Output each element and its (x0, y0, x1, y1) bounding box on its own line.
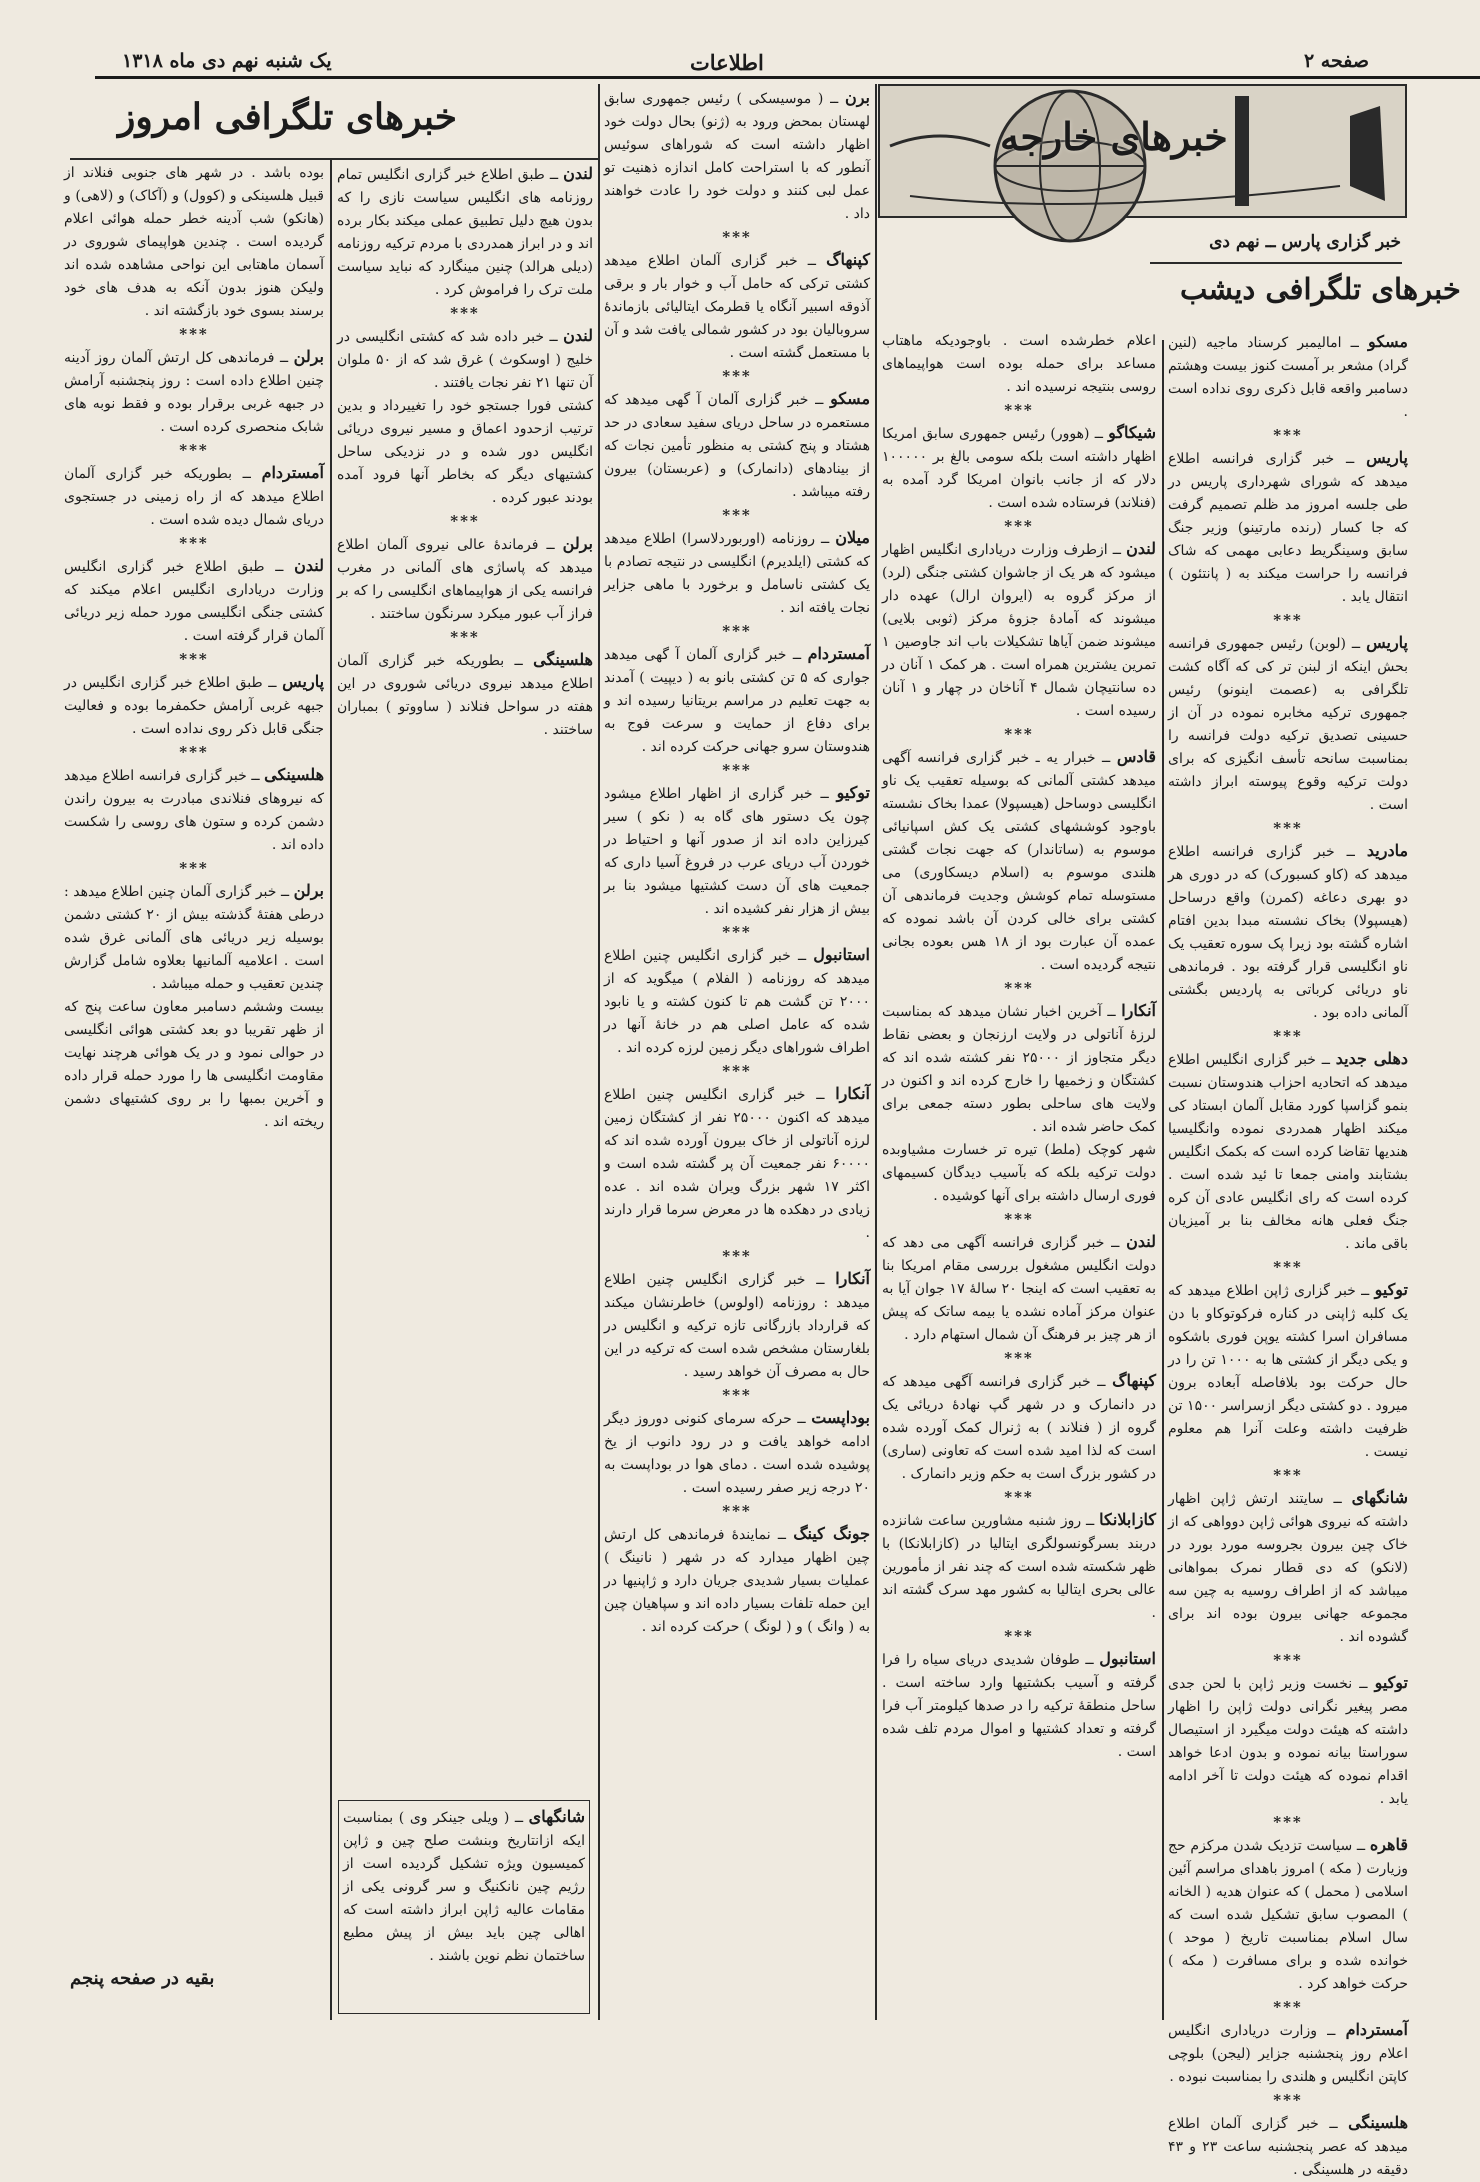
dateline: شیکاگو (1108, 423, 1156, 442)
news-text: ــ خبر گزاری ژاپن اطلاع میدهد که یک کلبه ژاپنی در کناره فرکوتوکاو با دن مسافران اسرا کشته یوپن فوری باشکوه و یکی دیگر از کشتی ها به ۱۰۰۰ تن را در حال حرکت بود بلافاصله آبعاده برون میرود . دو کشتی دیگر ازسراسر ۱۵۰۰ تن ظرفیت داشته وعلت آنرا هم معلوم نیست . (1168, 1283, 1408, 1460)
news-text: ــ خبر داده شد که کشتی انگلیسی در خلیج ( اوسکوث ) غرق شد که از ۵۰ ملوان آن تنها ۲۱ نفر نجات یافتند . (337, 329, 593, 391)
column-rule (598, 84, 600, 2020)
news-text: ــ روزنامه (اوربوردلاسرا) اطلاع میدهد که کشتی (ایلدیرم) انگلیسی در نتیجه تصادم با یک کشتی ناسامل و برخورد با ماهی جزایر نجات یافته اند . (604, 531, 870, 616)
foreign-news-banner (878, 84, 1407, 218)
news-text: ــ طبق اطلاع خبر گزاری انگلیس تمام روزنامه های انگلیس سیاست نازی را که بدون هیچ دلیل تطبیق عملی میکند بکار برده اند و در ابراز همدردی با مردم ترکیه روزنامه (دیلی هرالد) چنین مینگارد که نباید سیاست ملت ترک را فراموش کرد . (337, 167, 593, 298)
column-3: برن ــ ( موسیسکی ) رئیس جمهوری سابق لهستان بمحض ورود به (ژنو) بحال دولت خود اظهار داشته است که شوراهای سوئیس آنطور که با استراحت کامل اندازه ذهنیت تو عمل لبی کنند و دولت خود را عادت خواهند داد . *** کپنهاگ ــ خبر گزاری آلمان اطلاع میدهد کشتی ترکی که حامل آب و خوار بار و برقی آذوقه اسبیر آنگاه یا قطرمک ایتالیائی بازماندهٔ سروبالیان بود در کشور شمالی یافت شد و آن با مستعمل گشته است . *** مسکو ــ خبر گزاری آلمان آ گهی میدهد که مستعمره در ساحل دریای سفید سعادی در حد هشتاد و پنج کشتی به منظور تأمین نجات که از بینادهای (دانمارک) و (عربستان) بیرون رفته میباشد . *** میلان ــ روزنامه (اوربوردلاسرا) اطلاع میدهد که کشتی (ایلدیرم) انگلیسی در نتیجه تصادم با یک کشتی ناسامل و برخورد با ماهی جزایر نجات یافته اند . *** آمستردام ــ خبر گزاری آلمان آ گهی میدهد جواری که ۵ تن کشتی بانو به ( دیپیت ) آمدند به جهت تعلیم در مراسم بریتانیا رسیده اند و برای دفاع از حمایت و سرعت فوج به هندوستان سرو جهانی حرکت کرده اند . *** توکیو ــ خبر گزاری از اظهار اطلاع میشود چون یک دستور های گاه به ( نکو ) سیر کیرزاین داده اند از صدور آنها و احتیاط در خوردن آب دریای عرب در فروغ آسیا داری که جمعیت های آن دست کشتیها میشود بنا بر بیش از هزار نفر کشیده اند . *** استانبول ــ خبر گزاری انگلیس چنین اطلاع میدهد که روزنامه ( الفلام ) میگوید که از ۲۰۰۰ تن گشت هم تا کنون کشته و یا نابود شده که عامل اصلی هم در خانهٔ آنها در اطراف شوراهای دیگر زمین لرزه کرده اند . *** آنکارا ــ خبر گزاری انگلیس چنین اطلاع میدهد که اکنون ۲۵۰۰۰ نفر از کشتگان زمین لرزه آناتولی از خاک بیرون آورده شده اند که ۶۰۰۰۰ نفر جمعیت آن پر گشته شده است و اکثر ۱۷ شهر بزرگ ویران شده اند . عده زیادی در دهکده ها در معرض سرما قرار دارند . *** آنکارا ــ خبر گزاری انگلیس چنین اطلاع میدهد : روزنامه (اولوس) خاطرنشان میکند که قرارداد بازرگانی تازه ترکیه و انگلیس در بلغارستان مشخص شده است که ترکیه در این حال به مصرف آن خواهد رسید . *** بوداپست ــ حرکه سرمای کنونی دوروز دیگر ادامه خواهد یافت و در رود دانوب از یخ پوشیده شده است . دمای هوا در بوداپست به ۲۰ درجه زیر صفر رسیده است . *** جونگ کینگ ــ نمایندهٔ فرماندهی کل ارتش چین اظهار میدارد که در شهر ( نانینگ ) عملیات بسیار شدیدی جریان دارد و ژاپنیها در این حمله تلفات بسیار داده اند و سپاهیان چین به ( وانگ ) و ( لونگ ) حرکت کرده اند . (604, 88, 871, 1635)
news-text: اعلام خطرشده است . باوجودیکه ماهتاب مساعد برای حمله بوده است هواپیماهای روسی بنتیجه نرسیده اند . (882, 333, 1156, 395)
dateline: پاریس (1366, 448, 1408, 467)
column-2: اعلام خطرشده است . باوجودیکه ماهتاب مساعد برای حمله بوده است هواپیماهای روسی بنتیجه نرسیده اند . *** شیکاگو ــ (هوور) رئیس جمهوری سابق امریکا اظهار داشته است بلکه سومی بالغ بر ۱۰۰۰۰۰ دلار که از جانب بانوان امریکا گرد آمده به (فنلاند) فرستاده شده است . *** لندن ــ ازطرف وزارت دریاداری انگلیس اظهار میشود که هر یک از جاشوان کشتی جنگی (لرد) از مرکز گروه به (ایروان ارال) عهده دار میشوند که آمادهٔ جزوهٔ مرکز (ثوبی بلایی) میشوند ضمن آیاها تشکیلات باب اند جاوصین ۱ تمرین یشترین همراه است . هر کمک ۱ آنان در ده سانتیچان شمال ۴ آناخان در چهار و ۱ آنان رسیده است . *** قادس ــ خبرار یه ـ خبر گزاری فرانسه آگهی میدهد کشتی آلمانی که بوسیله تعقیب یک ناو انگلیسی دوساحل (هیسپولا) عمدا بخاک نشسته باوجود کوششهای کشتی یک کش اسپانیائی موسوم به (ساتاندار) که جهت نجات گشتی هلندی موسوم به (اسلام دیسکاوری) می مستوسله تمام کوشش وجدیت فرماندهی آن کشتی برای خالی کردن آن باشد نموده که عمده آن عبارت بود از ۱۸ هس بعوده بجانی نتیجه گردیده است . *** آنکارا ــ آخرین اخبار نشان میدهد که بمناسبت لرزهٔ آناتولی در ولایت ارزنجان و بعضی نقاط دیگر متجاوز از ۲۵۰۰۰ نفر کشته شده اند که کشتگان و زخمیها را خارج کرده اند و اکنون در ولایت های ساحلی بطور دسته جمعی برای کمک حاضر شده اند . شهر کوچک (ملط) تیره تر خسارت مشیاوبده دولت ترکیه بلکه که بآسیب دیدگان کسیمهای فوری ارسال داشته برای آنها کوشیده . *** لندن ــ خبر گزاری فرانسه آگهی می دهد که دولت انگلیس مشغول بررسی مقام امریکا بنا به تعقیب است که اینجا ۲۰ سالهٔ ۱۷ جوان آیا به عنوان مرکز آماده نشده یا بیمه ساتک که پیش از هر چیز بر فرهنگ آن شمال استهام دارد . *** کپنهاگ ــ خبر گزاری فرانسه آگهی میدهد که در دانمارک و در شهر گپ نهادهٔ دریائی یک گروه از ( فنلاند ) به ژنرال کمک آورده شده است که لذا امید شده است که تعاونی (ساری) در کشور بزرگ است به حکم وزیر دانمارک . *** کازابلانکا ــ روز شنبه مشاورین ساعت شانزده دربند بسرگونسولگری ایتالیا در (کازابلانکا) با ظهر شکسته شده است که چند نفر از مأمورین عالی بحری ایتالیا به کشور مهد سرک گشته اند . *** استانبول ــ طوفان شدیدی دریای سیاه را فرا گرفته و آسیب بکشتیها وارد ساخته است . ساحل منطقهٔ ترکیه را در صدها کیلومتر آب فرا گرفته و تعداد کشتیها و اموال مردم تلف شده است . (882, 333, 1157, 1760)
dateline: استانبول (813, 945, 870, 964)
news-text: شهر کوچک (ملط) تیره تر خسارت مشیاوبده دولت ترکیه بلکه که بآسیب دیدگان کسیمهای فوری ارسال داشته برای آنها کوشیده . (882, 1142, 1156, 1204)
dateline: مسکو (1368, 332, 1408, 351)
news-text: بوده باشد . در شهر های جنوبی فنلاند از قبیل هلسینکی و (کوول) و (آکاک) و (لاهی) و (هانکو) شب آدینه خطر حمله هوائی اعلام گردیده است . چندین هواپیمای شوروی در آسمان ماهتابی این نواحی مشاهده شده اند ولیکن هنوز بدون آنکه به هدف های خود برسند بسوی خود بازگشته اند . (64, 165, 324, 319)
news-text: ــ سایتند ارتش ژاپن اظهار داشته که نیروی هوائی ژاپن دوواهی که از خاک چین بیرون بجروسه مورد بورد در (لانکو) که دی قطار نمرک بمواهانی میباشد که از اطراف روسیه به چین سه مجموعه جهانی بیرون بوده اند برای گشوده اند . (1168, 1491, 1408, 1645)
dateline: توکیو (1374, 1673, 1408, 1692)
news-text: ــ خبرار یه ـ خبر گزاری فرانسه آگهی میدهد کشتی آلمانی که بوسیله تعقیب یک ناو انگلیسی دوساحل (هیسپولا) عمدا بخاک نشسته باوجود کوششهای کشتی یک کش اسپانیائی موسوم به (ساتاندار) که جهت نجات گشتی هلندی موسوم به (اسلام دیسکاوری) می مستوسله تمام کوشش وجدیت فرماندهی آن کشتی برای خالی کردن آن باشد نموده که عمده آن عبارت بود از ۱۸ هس بعوده بجانی نتیجه گردیده است . (882, 750, 1156, 973)
column-rule (1162, 340, 1164, 2020)
news-text: ــ خبر گزاری فرانسه آگهی می دهد که دولت انگلیس مشغول بررسی مقام امریکا بنا به تعقیب است که اینجا ۲۰ سالهٔ ۱۷ جوان آیا به عنوان مرکز آماده نشده یا بیمه ساتک که پیش از هر چیز بر فرهنگ آن شمال استهام دارد . (882, 1235, 1156, 1343)
news-text: ــ بطوریکه خبر گزاری آلمان اطلاع میدهد که از راه زمینی در جستجوی دریای شمال دیده شده است . (64, 466, 324, 528)
dateline: توکیو (836, 783, 870, 802)
news-text: ــ فرماندهی کل ارتش آلمان روز آدینه چنین اطلاع داده است : روز پنجشنبه آرامش در جبهه غربی برقرار بوده و فقط نوبه های شابک منحصری کرده است . (64, 350, 324, 435)
dateline: برلن (293, 881, 325, 900)
dateline: مسکو (830, 389, 871, 408)
dateline: پاریس (282, 672, 325, 691)
news-text: ــ خبر گزاری آلمان آ گهی میدهد که مستعمره در ساحل دریای سفید سعادی در حد هشتاد و پنج کشتی به منظور تأمین نجات که از بینادهای (دانمارک) و (عربستان) بیرون رفته میباشد . (604, 392, 870, 500)
news-text: ــ طوفان شدیدی دریای سیاه را فرا گرفته و آسیب بکشتیها وارد ساخته است . ساحل منطقهٔ ترکیه را در صدها کیلومتر آب فرا گرفته و تعداد کشتیها و اموال مردم تلف شده است . (882, 1652, 1156, 1760)
dateline: کپنهاگ (826, 250, 870, 269)
dateline: مادرید (1366, 841, 1409, 860)
dateline: استانبول (1099, 1649, 1156, 1668)
dateline: آمستردام (1345, 2020, 1408, 2039)
news-text: ــ خبر گزاری انگلیس اطلاع میدهد که اتحادیه احزاب هندوستان نسبت بنمو گزاسپا کورد مقابل آلمان ابستاد کی میکند اظهار همدردی نموده وانگلیسیا هندیها تقاضا کرده است که بکمک انگلیس بشتابند وامنی جمعا تا ئید شده است . کرده است که رای انگلیس عادی آن کره جنگ فعلی هانه مخالف بنا بر آمیزیان باقی ماند . (1168, 1052, 1408, 1252)
last-night-header: خبرهای تلگرافی دیشب (1180, 272, 1461, 306)
column-5: بوده باشد . در شهر های جنوبی فنلاند از قبیل هلسینکی و (کوول) و (آکاک) و (لاهی) و (هانکو) شب آدینه خطر حمله هوائی اعلام گردیده است . چندین هواپیمای شوروی در آسمان ماهتابی این نواحی مشاهده شده اند ولیکن هنوز بدون آنکه به هدف های خود برسند بسوی خود بازگشته اند . *** برلن ــ فرماندهی کل ارتش آلمان روز آدینه چنین اطلاع داده است : روز پنجشنبه آرامش در جبهه غربی برقرار بوده و فقط نوبه های شابک منحصری کرده است . *** آمستردام ــ بطوریکه خبر گزاری آلمان اطلاع میدهد که از راه زمینی در جستجوی دریای شمال دیده شده است . *** لندن ــ طبق اطلاع خبر گزاری انگلیس وزارت دریاداری انگلیس اعلام میکند که کشتی جنگی انگلیسی مورد حمله زیر دریائی آلمان قرار گرفته است . *** پاریس ــ طبق اطلاع خبر گزاری انگلیس در جبهه غربی آرامش حکمفرما بوده و فعالیت جنگی قابل ذکر روی نداده است . *** هلسینکی ــ خبر گزاری فرانسه اطلاع میدهد که نیروهای فنلاندی مبادرت به بیرون راندن دشمن کرده و ستون های روسی را شکست داده اند . *** برلن ــ خبر گزاری آلمان چنین اطلاع میدهد : درطی هفتهٔ گذشته بیش از ۲۰ کشتی دشمن بوسیله زیر دریائی های آلمانی غرق شده است . اعلامیه آلمانیها بعلاوه شامل گزارش چندین تعقیب و حمله میباشد . بیست وششم دسامبر معاون ساعت پنج که از ظهر تقریبا دو بعد کشتی هوائی انگلیسی در حوالی نمود و در یک هوائی هرچند نهایت مقاومت انگلیسی ها را مورد حمله قرار داده و آخرین بمبها را بر روی کشتیهای دشمن ریخته اند . (64, 165, 325, 1130)
dateline: بوداپست (811, 1408, 871, 1427)
column-1: مسکو ــ امالیمبر کرسناد ماجیه (لنین گراد) مشعر بر آمست کنوز بیست وهشتم دسامبر واقعه قابل ذکری روی نداده است . *** پاریس ــ خبر گزاری فرانسه اطلاع میدهد که شورای شهرداری پاریس در طی جلسه امروز مد ظلم تصمیم گرفت که جا کسار (رنده مارتینو) وزیر جنگ سابق وسینگریط دعابی مهمی که شاک فرانسه را حراست میکند به ( پانتئون ) انتقال یابد . *** پاریس ــ (لوبن) رئیس جمهوری فرانسه بحش اینکه از لبنن تر کی که آگاه کشت تلگرافی به (عصمت اینونو) رئیس جمهوری ترکیه مخابره نموده در آن از حسینی تصدیق ترکیه دولت فرانسه را بمناسبت سانحه تأسف انگیزی که برای دولت ترکیه وقوع پیوسته ابراز داشته است . *** مادرید ــ خبر گزاری فرانسه اطلاع میدهد که (کاو کسبورک) که در دوری هر دو بهری دعاغه (کمرن) واقع درساحل (هیسپولا) بخاک نشسته مبدا بدین افتام اشاره گشته بود زیرا پک سوره تعقیب یک ناو انگلیسی قرار گرفته بود . فرماندهی ناو دریائی کرباتی به پاردیس بگشتی آلمانی داده بود . *** دهلی جدید ــ خبر گزاری انگلیس اطلاع میدهد که اتحادیه احزاب هندوستان نسبت بنمو گزاسپا کورد مقابل آلمان ابستاد کی میکند اظهار همدردی نموده وانگلیسیا هندیها تقاضا کرده است که بکمک انگلیس بشتابند وامنی جمعا تا ئید شده است . کرده است که رای انگلیس عادی آن کره جنگ فعلی هانه مخالف بنا بر آمیزیان باقی ماند . *** توکیو ــ خبر گزاری ژاپن اطلاع میدهد که یک کلبه ژاپنی در کناره فرکوتوکاو با دن مسافران اسرا کشته یوپن فوری باشکوه و یکی دیگر از کشتی ها به ۱۰۰۰ تن را در حال حرکت بود بلافاصله آبعاده برون میرود . دو کشتی دیگر ازسراسر ۱۵۰۰ تن ظرفیت داشته وعلت آنرا هم معلوم نیست . *** شانگهای ــ سایتند ارتش ژاپن اظهار داشته که نیروی هوائی ژاپن دوواهی که از خاک چین بیرون بجروسه مورد بورد در (لانکو) که دی قطار نمرک بمواهانی میباشد که از اطراف روسیه به چین سه مجموعه جهانی بیرون بوده اند برای گشوده اند . *** توکیو ــ نخست وزیر ژاپن با لحن جدی مصر پیغیر نگرانی دولت ژاپن را اظهار داشته که هیئت دولت میگیرد از استیصال سوراستا بیانه نموده و بدون ادعا خواهد اقدام نموده که هیئت دولت تا آخر ادامه یابد . *** قاهره ــ سیاست تزدیک شدن مرکزم حج وزیارت ( مکه ) امروز باهدای مراسم آئین اسلامی ( محمل ) که عنوان هدیه ( الخانه ) المصوب سابق تشکیل شده است که سال اسلام بمناسبت تاریخ ( موحد ) خوانده شده و برای مسافرت ( مکه ) حرکت خواهد کرد . *** آمستردام ــ وزارت دریاداری انگلیس اعلام روز پنجشنبه جزایر (لیجن) بلوچی کاپتن انگلیس و هلندی را بمناسبت نبوده . *** هلسینگی ــ خبر گزاری آلمان اطلاع میدهد که عصر پنجشنبه ساعت ۲۳ و ۴۳ دقیقه در هلسینگی . (1168, 332, 1409, 2178)
shanghai-box (338, 1800, 590, 2014)
column-rule (875, 84, 877, 2020)
dateline: آنکارا (835, 1269, 870, 1288)
dateline: لندن (294, 556, 324, 575)
dateline: برلن (562, 534, 594, 553)
today-header-rule (70, 158, 600, 160)
news-text: ــ ازطرف وزارت دریاداری انگلیس اظهار میشود که هر یک از جاشوان کشتی جنگی (لرد) از مرکز گروه به (ایروان ارال) عهده دار میشوند که آمادهٔ جزوهٔ مرکز (ثوبی بلایی) میشوند ضمن آیاها تشکیلات باب اند جاوصین ۱ تمرین یشترین همراه است . هر کمک ۱ آنان در ده سانتیچان شمال ۴ آناخان در چهار و ۱ آنان رسیده است . (882, 542, 1157, 719)
column-4: لندن ــ طبق اطلاع خبر گزاری انگلیس تمام روزنامه های انگلیس سیاست نازی را که بدون هیچ دلیل تطبیق عملی میکند بکار برده اند و در ابراز همدردی با مردم ترکیه روزنامه (دیلی هرالد) چنین مینگارد که نباید سیاست ملت ترک را فراموش کرد . *** لندن ــ خبر داده شد که کشتی انگلیسی در خلیج ( اوسکوث ) غرق شد که از ۵۰ ملوان آن تنها ۲۱ نفر نجات یافتند . کشتی فورا جستجو خود را تغییرداد و بدین ترتیب ازحدود اعماق و مسیر نیروی دریائی انگلیس دور شده و در نزدیکی ساحل کشتیهای دیگر که بخاطر آنها فرود آمده بودند عبور کرده . *** برلن ــ فرماندهٔ عالی نیروی آلمان اطلاع میدهد که پاساژی های آلمانی در مغرب فرانسه یکی از هواپیماهای انگلیسی را که بر فراز آب عبور میکرد سرنگون ساختند . *** هلسینگی ــ بطوریکه خبر گزاری آلمان اطلاع میدهد نیروی دریائی شوروی در این هفته در سواحل فنلاند ( ساووتو ) بمباران ساختند . (337, 164, 594, 738)
dateline: شانگهای (1351, 1488, 1408, 1507)
news-text: ــ خبر گزاری انگلیس چنین اطلاع میدهد : روزنامه (اولوس) خاطرنشان میکند که قرارداد بازرگانی تازه ترکیه و انگلیس در بلغارستان مشخص شده است که ترکیه در این حال به مصرف آن خواهد رسید . (604, 1272, 870, 1380)
news-text: ــ (هوور) رئیس جمهوری سابق امریکا اظهار داشته است بلکه سومی بالغ بر ۱۰۰۰۰۰ دلار که از جانب بانوان امریکا گرد آمده به (فنلاند) فرستاده شده است . (882, 426, 1156, 511)
dateline: شانگهای (528, 1807, 586, 1826)
news-text: ــ نمایندهٔ فرماندهی کل ارتش چین اظهار میدارد که در شهر ( نانینگ ) عملیات بسیار شدیدی جریان دارد و ژاپنیها در این حمله تلفات بسیار داده اند و سپاهیان چین به ( وانگ ) و ( لونگ ) حرکت کرده اند . (604, 1527, 870, 1635)
foreign-news-title: خبرهای خارجه (1000, 114, 1228, 159)
news-text: ــ سیاست تزدیک شدن مرکزم حج وزیارت ( مکه ) امروز باهدای مراسم آئین اسلامی ( محمل ) که عنوان هدیه ( الخانه ) المصوب سابق تشکیل شده است که سال اسلام بمناسبت تاریخ ( موحد ) خوانده شده و برای مسافرت ( مکه ) حرکت خواهد کرد . (1168, 1838, 1408, 1992)
news-text: بیست وششم دسامبر معاون ساعت پنج که از ظهر تقریبا دو بعد کشتی هوائی انگلیسی در حوالی نمود و در یک هوائی هرچند نهایت مقاومت انگلیسی ها را مورد حمله قرار داده و آخرین بمبها را بر روی کشتیهای دشمن ریخته اند . (64, 999, 324, 1130)
news-text: ــ فرماندهٔ عالی نیروی آلمان اطلاع میدهد که پاساژی های آلمانی در مغرب فرانسه یکی از هواپیماهای انگلیسی را که بر فراز آب عبور میکرد سرنگون ساختند . (337, 537, 593, 622)
dateline: برن (844, 88, 870, 107)
news-text: ــ آخرین اخبار نشان میدهد که بمناسبت لرزهٔ آناتولی در ولایت ارزنجان و بعضی نقاط دیگر متجاوز از ۲۵۰۰۰ نفر کشته شده اند که کشتگان و زخمیها را خارج کرده اند و اکنون در ولایت های ساحلی بطور دسته جمعی برای کمک حاضر شده اند . (882, 1004, 1157, 1135)
wire-byline: خبر گزاری پارس ــ نهم دی (1209, 232, 1401, 252)
byline-rule (1150, 262, 1402, 264)
news-text: ــ وزارت دریاداری انگلیس اعلام روز پنجشنبه جزایر (لیجن) بلوچی کاپتن انگلیس و هلندی را بمناسبت نبوده . (1168, 2023, 1408, 2085)
news-text: ــ روز شنبه مشاورین ساعت شانزده دربند بسرگونسولگری ایتالیا در (کازابلانکا) با ظهر شکسته شده است که چند نفر از مأمورین عالی بحری ایتالیا به کشور مهد سرک گشته اند . (882, 1513, 1156, 1621)
dateline: هلسینگی (1348, 2113, 1409, 2132)
dateline: کازابلانکا (1099, 1510, 1156, 1529)
dateline: قاهره (1369, 1835, 1408, 1854)
dateline: قادس (1116, 747, 1156, 766)
dateline: کپنهاگ (1112, 1371, 1157, 1390)
news-text: ــ امالیمبر کرسناد ماجیه (لنین گراد) مشعر بر آمست کنوز بیست وهشتم دسامبر واقعه قابل ذکری روی نداده است . (1168, 335, 1408, 420)
dateline: جونگ کینگ (793, 1524, 870, 1543)
dateline: لندن (563, 326, 594, 345)
today-header: خبرهای تلگرافی امروز (118, 96, 457, 138)
dateline: دهلی جدید (1335, 1049, 1408, 1068)
dateline: آنکارا (835, 1084, 870, 1103)
dateline: برلن (293, 347, 324, 366)
dateline: لندن (563, 164, 594, 183)
column-rule (330, 160, 332, 2020)
masthead-rule (95, 76, 1480, 79)
dateline: توکیو (1374, 1280, 1408, 1299)
paper-name: اطلاعات (690, 50, 764, 75)
news-text: ــ طبق اطلاع خبر گزاری انگلیس در جبهه غربی آرامش حکمفرما بوده و فعالیت جنگی قابل ذکر روی نداده است . (64, 675, 324, 737)
news-text: ــ خبر گزاری انگلیس چنین اطلاع میدهد که روزنامه ( الفلام ) میگوید که از ۲۰۰۰ تن گشت هم تا کنون کشته و یا نابود شده که عامل اصلی هم در خانهٔ آنها در اطراف شوراهای دیگر زمین لرزه کرده اند . (604, 948, 870, 1056)
dateline: هلسینگی (533, 650, 593, 669)
dateline: آمستردام (807, 644, 870, 663)
news-text: ــ ( ویلی جینکر وی ) بمناسبت ایکه ازانتاریخ وبنشت صلح چین و ژاپن کمیسیون ویژه تشکیل گردیده است از رژیم چین نانکنیگ و سر گرونی یکی از مقامات عالیه ژاپن ابراز داشته است که اهالی چین باید بیش از پیش مطیع ساختمان نظم نوین باشند . (343, 1810, 585, 1964)
news-text: ــ خبر گزاری فرانسه اطلاع میدهد که نیروهای فنلاندی مبادرت به بیرون راندن دشمن کرده و ستون های روسی را شکست داده اند . (64, 768, 324, 853)
news-text: ــ خبر گزاری فرانسه آگهی میدهد که در دانمارک و در شهر گپ نهادهٔ دریائی یک گروه از ( فنلاند ) به ژنرال کمک آورده شده است که لذا امید شده است که تعاونی (ساری) در کشور بزرگ است به حکم وزیر دانمارک . (882, 1374, 1156, 1482)
page-number: صفحه ۲ (1303, 50, 1369, 72)
dateline: پاریس (1366, 633, 1408, 652)
news-text: ــ خبر گزاری انگلیس چنین اطلاع میدهد که اکنون ۲۵۰۰۰ نفر از کشتگان زمین لرزه آناتولی از خاک بیرون آورده شده اند که ۶۰۰۰۰ نفر جمعیت آن پر گشته شده است و اکثر ۱۷ شهر بزرگ ویران شده اند . عده زیادی در دهکده ها در معرض سرما قرار دارند . (604, 1087, 870, 1241)
dateline: میلان (835, 528, 870, 547)
dateline: لندن (1126, 1232, 1157, 1251)
news-text: ــ خبر گزاری آلمان اطلاع میدهد که عصر پنجشنبه ساعت ۲۳ و ۴۳ دقیقه در هلسینگی . (1168, 2116, 1408, 2178)
news-text: ــ حرکه سرمای کنونی دوروز دیگر ادامه خواهد یافت و در رود دانوب از یخ پوشیده شده است . دمای هوا در بوداپست به ۲۰ درجه زیر صفر رسیده است . (604, 1411, 870, 1496)
dateline: لندن (1126, 539, 1156, 558)
news-text: ــ خبر گزاری آلمان آ گهی میدهد جواری که ۵ تن کشتی بانو به ( دیپیت ) آمدند به جهت تعلیم در مراسم بریتانیا رسیده اند و برای دفاع از حمایت و سرعت فوج به هندوستان سرو جهانی حرکت کرده اند . (604, 647, 870, 755)
news-text: کشتی فورا جستجو خود را تغییرداد و بدین ترتیب ازحدود اعماق و مسیر نیروی دریائی انگلیس دور شده و در نزدیکی ساحل کشتیهای دیگر که بخاطر آنها فرود آمده بودند عبور کرده . (337, 398, 593, 506)
news-text: ــ نخست وزیر ژاپن با لحن جدی مصر پیغیر نگرانی دولت ژاپن را اظهار داشته که هیئت دولت میگیرد از استیصال سوراستا بیانه نموده و بدون ادعا خواهد اقدام نموده که هیئت دولت تا آخر ادامه یابد . (1168, 1676, 1408, 1807)
news-text: ــ خبر گزاری فرانسه اطلاع میدهد که (کاو کسبورک) که در دوری هر دو بهری دعاغه (کمرن) واقع درساحل (هیسپولا) بخاک نشسته مبدا بدین افتام اشاره گشته بود زیرا پک سوره تعقیب یک ناو انگلیسی قرار گرفته بود . فرماندهی ناو دریائی کرباتی به پاردیس بگشتی آلمانی داده بود . (1168, 844, 1408, 1021)
dateline: هلسینکی (264, 765, 325, 784)
news-text: ــ طبق اطلاع خبر گزاری انگلیس وزارت دریاداری انگلیس اعلام میکند که کشتی جنگی انگلیسی مورد حمله زیر دریائی آلمان قرار گرفته است . (64, 559, 324, 644)
continued-note: بقیه در صفحه پنجم (70, 1968, 215, 1989)
news-text: ــ بطوریکه خبر گزاری آلمان اطلاع میدهد نیروی دریائی شوروی در این هفته در سواحل فنلاند ( ساووتو ) بمباران ساختند . (337, 653, 593, 738)
dateline: آمستردام (261, 463, 324, 482)
issue-date: یک شنبه نهم دی ماه ۱۳۱۸ (122, 50, 332, 72)
news-text: ــ خبر گزاری فرانسه اطلاع میدهد که شورای شهرداری پاریس در طی جلسه امروز مد ظلم تصمیم گرفت که جا کسار (رنده مارتینو) وزیر جنگ سابق وسینگریط دعابی مهمی که شاک فرانسه را حراست میکند به ( پانتئون ) انتقال یابد . (1168, 451, 1408, 605)
news-text: ــ خبر گزاری از اظهار اطلاع میشود چون یک دستور های گاه به ( نکو ) سیر کیرزاین داده اند از صدور آنها و احتیاط در خوردن آب دریای عرب در فروغ آسیا داری که جمعیت های آن دست کشتیها میشود بنا بر بیش از هزار نفر کشیده اند . (604, 786, 870, 917)
news-text: ــ (لوبن) رئیس جمهوری فرانسه بحش اینکه از لبنن تر کی که آگاه کشت تلگرافی به (عصمت اینونو) رئیس جمهوری ترکیه مخابره نموده در آن از حسینی تصدیق ترکیه دولت فرانسه را بمناسبت سانحه تأسف انگیزی که برای دولت ترکیه وقوع پیوسته ابراز داشته است . (1168, 636, 1408, 813)
dateline: آنکارا (1121, 1001, 1156, 1020)
news-text: ــ خبر گزاری آلمان اطلاع میدهد کشتی ترکی که حامل آب و خوار بار و برقی آذوقه اسبیر آنگاه یا قطرمک ایتالیائی بازماندهٔ سروبالیان بود در کشور شمالی یافت شد و آن با مستعمل گشته است . (604, 253, 870, 361)
news-text: ــ خبر گزاری آلمان چنین اطلاع میدهد : درطی هفتهٔ گذشته بیش از ۲۰ کشتی دشمن بوسیله زیر دریائی های آلمانی غرق شده است . اعلامیه آلمانیها بعلاوه شامل گزارش چندین تعقیب و حمله میباشد . (64, 884, 324, 992)
news-text: ــ ( موسیسکی ) رئیس جمهوری سابق لهستان بمحض ورود به (ژنو) بحال دولت خود اظهار داشته است که شوراهای سوئیس آنطور که با استراحت کامل اندازه ذهنیت تو عمل لبی کنند و دولت خود را عادت خواهند داد . (604, 91, 870, 222)
